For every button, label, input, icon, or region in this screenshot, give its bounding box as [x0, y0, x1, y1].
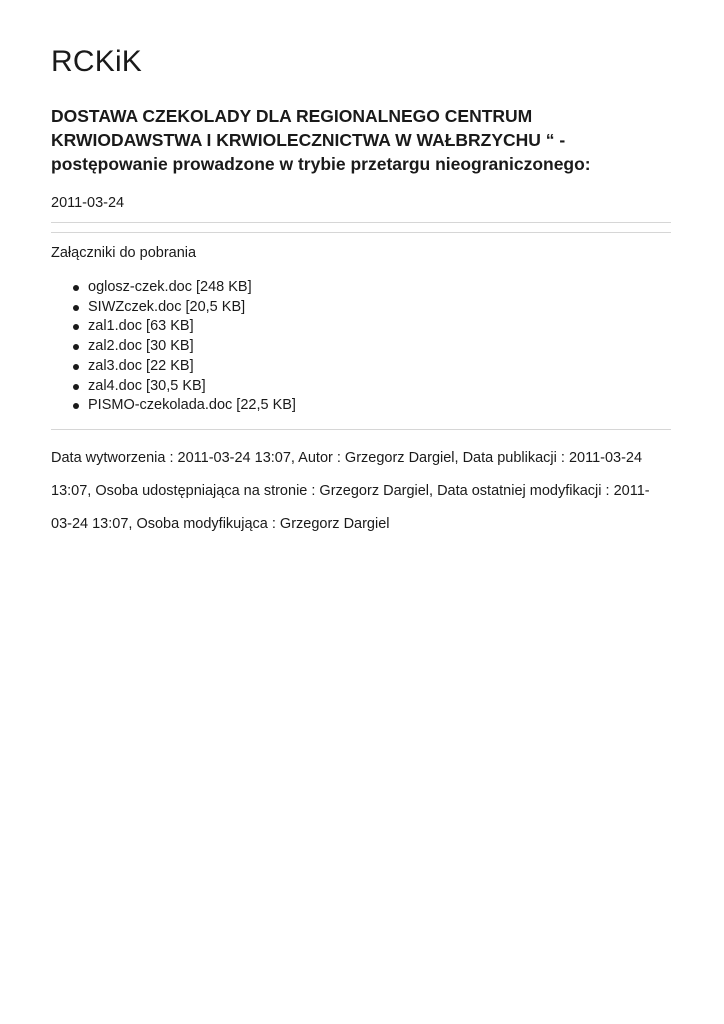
attachment-item[interactable]: [51, 357, 296, 377]
bullet-icon: [73, 344, 79, 350]
bullet-icon: [73, 285, 79, 291]
attachment-link[interactable]: oglosz-czek.doc [248 KB]: [88, 279, 252, 295]
attachment-item[interactable]: [51, 377, 296, 397]
attachment-item[interactable]: [51, 298, 296, 318]
divider: [51, 429, 671, 430]
site-name: RCKiK: [51, 45, 143, 78]
document-date: 2011-03-24: [51, 195, 125, 211]
bullet-icon: [73, 384, 79, 390]
document-title-line: KRWIODAWSTWA I KRWIOLECZNICTWA W WAŁBRZYCHU “ -: [51, 130, 566, 150]
divider: [51, 222, 671, 223]
metadata-line: Data wytworzenia : 2011-03-24 13:07, Autor : Grzegorz Dargiel, Data publikacji : 2011-03-24: [51, 450, 643, 466]
attachment-link[interactable]: zal1.doc [63 KB]: [88, 318, 194, 335]
attachments-heading: Załączniki do pobrania: [51, 245, 197, 261]
attachment-link[interactable]: PISMO-czekolada.doc [22,5 KB]: [88, 397, 296, 414]
attachment-link[interactable]: SIWZczek.doc [20,5 KB]: [88, 298, 246, 315]
attachment-link[interactable]: zal2.doc [30 KB]: [88, 338, 194, 355]
document-title-line: postępowanie prowadzone w trybie przetargu nieograniczonego:: [51, 154, 591, 174]
attachment-link[interactable]: zal4.doc [30,5 KB]: [88, 377, 206, 394]
attachment-item[interactable]: [51, 317, 296, 337]
metadata-line: 03-24 13:07, Osoba modyfikująca : Grzegorz Dargiel: [51, 516, 390, 532]
bullet-icon: [73, 364, 79, 370]
document-metadata: [51, 442, 673, 541]
document-title-line: DOSTAWA CZEKOLADY DLA REGIONALNEGO CENTRUM: [51, 106, 533, 126]
attachment-item[interactable]: [51, 278, 296, 298]
bullet-icon: [73, 324, 79, 330]
bullet-icon: [73, 403, 79, 409]
document-title: [51, 104, 671, 176]
divider: [51, 232, 671, 233]
bullet-icon: [73, 305, 79, 311]
attachment-item[interactable]: [51, 337, 296, 357]
attachment-link[interactable]: zal3.doc [22 KB]: [88, 357, 194, 374]
attachment-item[interactable]: [51, 396, 296, 416]
metadata-line: 13:07, Osoba udostępniająca na stronie : Grzegorz Dargiel, Data ostatniej modyfikacji : 2011-: [51, 483, 650, 499]
attachments-list: [51, 278, 296, 416]
